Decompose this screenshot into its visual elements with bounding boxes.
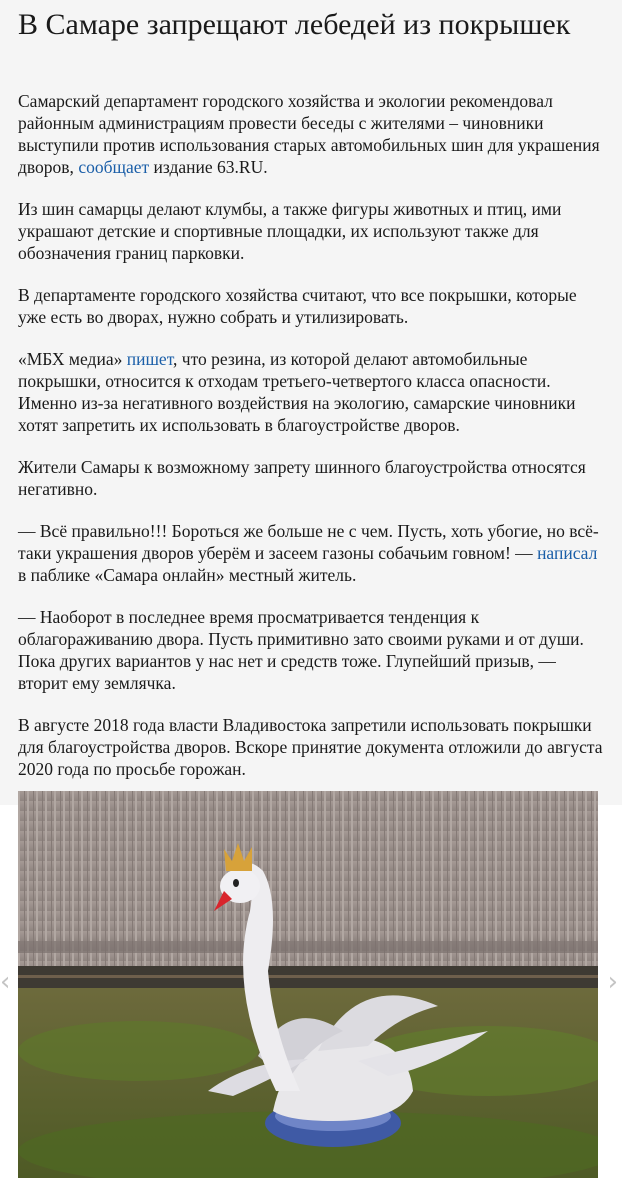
link-pishet[interactable]: пишет xyxy=(126,349,174,369)
paragraph-1: Самарский департамент городского хозяйства и экологии рекомендовал районным администрациям провести беседы с жителями – чиновники выступили против использования старых автомобильных шин для украшения дворов, сообщает издание 63.RU. xyxy=(18,91,600,177)
fence xyxy=(18,791,598,966)
gallery-next-arrow[interactable]: › xyxy=(607,967,618,997)
paragraph-8: В августе 2018 года власти Владивостока запретили использовать покрышки для благоустройства дворов. Вскоре принятие документа отложили до августа 2020 года по просьбе горожан. xyxy=(18,715,603,779)
photo-gallery xyxy=(0,791,622,1197)
gallery-prev-arrow[interactable]: ‹ xyxy=(0,967,11,997)
paragraph-4: «МБХ медиа» пишет, что резина, из которой делают автомобильные покрышки, относится к отходам третьего-четвертого класса опасности. Именно из-за негативного воздействия на экологию, самарские чиновники хотят запретить их использовать в благоустройстве дворов. xyxy=(18,349,576,435)
paragraph-5: Жители Самары к возможному запрету шинного благоустройства относятся негативно. xyxy=(18,457,586,499)
link-soobshchaet[interactable]: сообщает xyxy=(78,157,150,177)
paragraph-2: Из шин самарцы делают клумбы, а также фигуры животных и птиц, ими украшают детские и спортивные площадки, их используют также для обозначения границ парковки. xyxy=(18,199,562,263)
gallery-photo-tire-swan[interactable] xyxy=(18,791,598,1178)
paragraph-7: — Наоборот в последнее время просматривается тенденция к облагораживанию двора. Пусть примитивно зато своими руками и от души. Пока других вариантов у нас нет и средств тоже. Глупейший призыв, — вторит ему землячка. xyxy=(18,607,584,693)
tire-swan-photo-illustration xyxy=(18,791,598,1178)
link-napisal[interactable]: написал xyxy=(537,543,598,563)
paragraph-6: — Всё правильно!!! Бороться же больше не с чем. Пусть, хоть убогие, но всё-таки украшения дворов уберём и засеем газоны собачьим говном! — написал в паблике «Самара онлайн» местный житель. xyxy=(18,521,599,585)
paragraph-3: В департаменте городского хозяйства считают, что все покрышки, которые уже есть во дворах, нужно собрать и утилизировать. xyxy=(18,285,577,327)
article-title: В Самаре запрещают лебедей из покрышек xyxy=(18,8,571,41)
